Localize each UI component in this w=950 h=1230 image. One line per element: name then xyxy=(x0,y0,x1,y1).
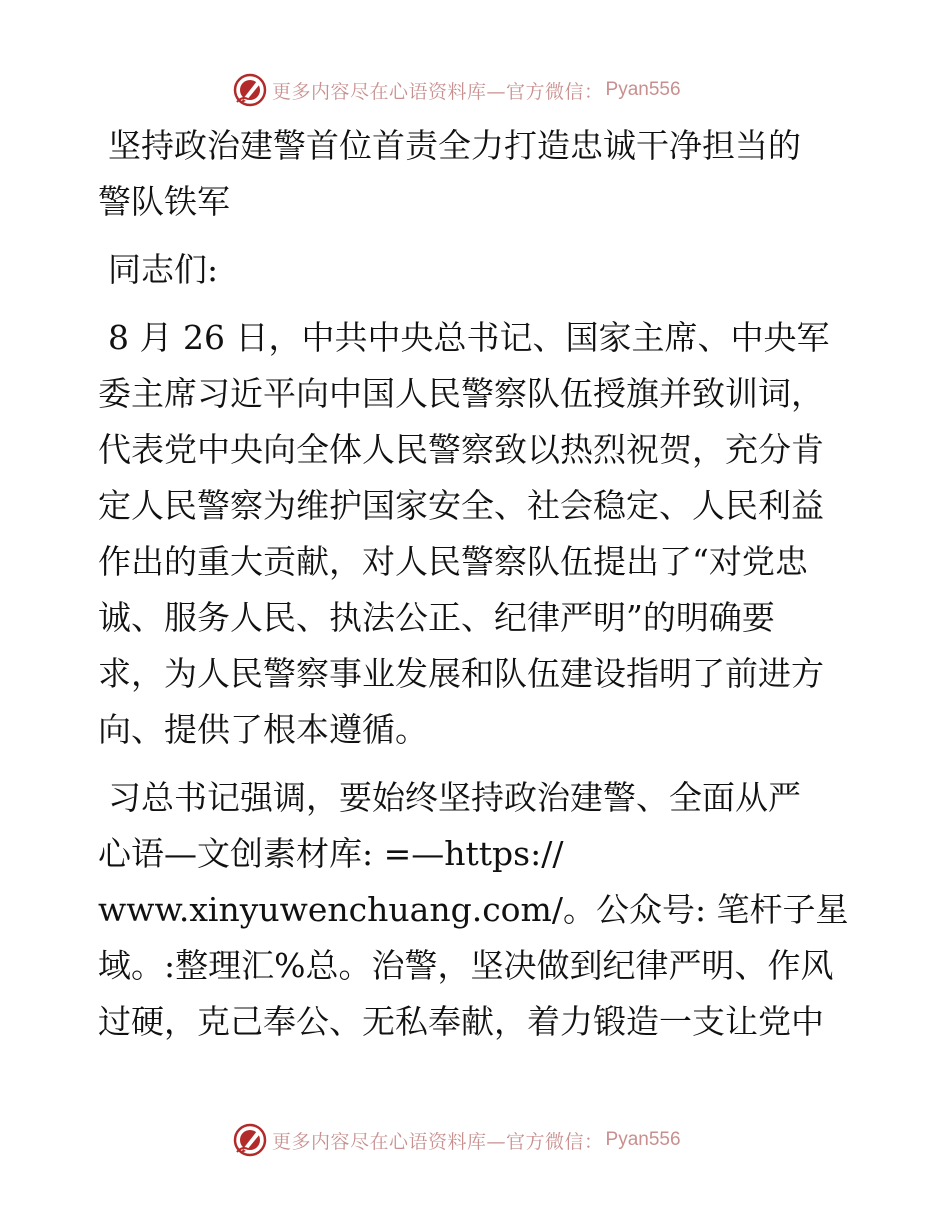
paragraph-line: 域。:整理汇%总。治警，坚决做到纪律严明、作风 xyxy=(98,946,834,985)
paragraph-line: 8 月 26 日，中共中央总书记、国家主席、中央军 xyxy=(108,318,830,357)
document-title-line: 坚持政治建警首位首责全力打造忠诚干净担当的 xyxy=(108,126,801,165)
paragraph-line: 代表党中央向全体人民警察致以热烈祝贺，充分肯 xyxy=(98,430,824,469)
paragraph-line: 诚、服务人民、执法公正、纪律严明”的明确要 xyxy=(98,598,775,637)
document-body xyxy=(98,118,858,1050)
header-watermark xyxy=(232,70,681,110)
banner-text: 更多内容尽在心语资料库—官方微信： xyxy=(272,80,604,103)
paragraph-line: 向、提供了根本遵循。 xyxy=(98,710,428,749)
paragraph-line: 过硬，克己奉公、无私奉献，着力锻造一支让党中 xyxy=(98,1002,824,1041)
paragraph-line: 心语—文创素材库: =—https:// xyxy=(98,834,564,873)
paragraph-line: 委主席习近平向中国人民警察队伍授旗并致训词， xyxy=(98,374,824,413)
salutation: 同志们: xyxy=(108,250,219,289)
footer-watermark xyxy=(232,1120,681,1160)
paragraph-line: www.xinyuwenchuang.com/。公众号: 笔杆子星 xyxy=(98,890,849,929)
paragraph-line: 习总书记强调，要始终坚持政治建警、全面从严 xyxy=(108,778,801,817)
paragraph-line: 作出的重大贡献，对人民警察队伍提出了“对党忠 xyxy=(98,542,808,581)
document-title-line: 警队铁军 xyxy=(98,182,230,221)
banner-text: 更多内容尽在心语资料库—官方微信： xyxy=(272,1130,604,1153)
paragraph-line: 求，为人民警察事业发展和队伍建设指明了前进方 xyxy=(98,654,824,693)
wechat-account: Pyan556 xyxy=(605,79,681,100)
pen-seal-icon xyxy=(232,72,268,108)
paragraph-line: 定人民警察为维护国家安全、社会稳定、人民利益 xyxy=(98,486,824,525)
pen-seal-icon xyxy=(232,1122,268,1158)
wechat-account: Pyan556 xyxy=(605,1129,681,1150)
